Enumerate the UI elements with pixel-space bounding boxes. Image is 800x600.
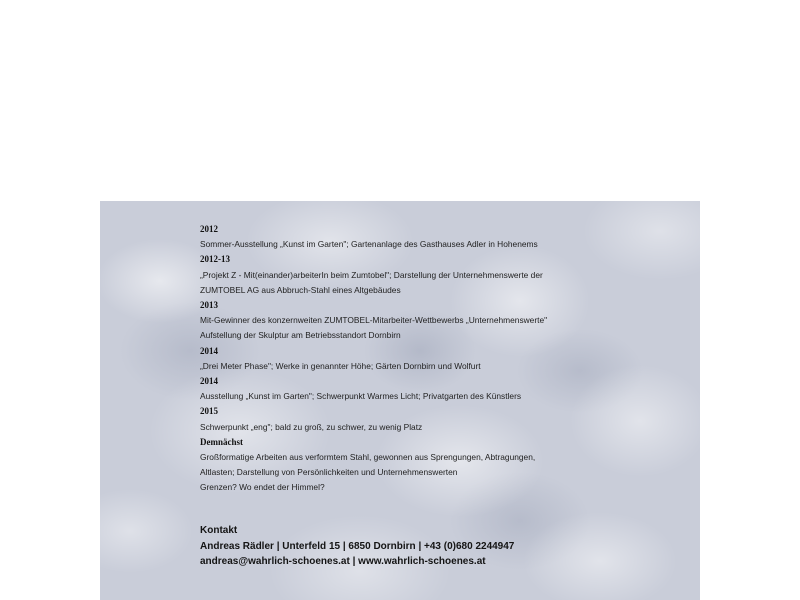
cv-entry — [200, 374, 620, 404]
cv-entry-year: 2014 — [200, 376, 218, 387]
cv-entry-year: 2013 — [200, 300, 218, 311]
cv-entry-text: Großformatige Arbeiten aus verformtem Stahl, gewonnen aus Sprengungen, Abtragungen, — [200, 452, 536, 463]
cv-entry — [200, 298, 620, 344]
cv-entry — [200, 222, 620, 252]
cv-entry-text: ZUMTOBEL AG aus Abbruch-Stahl eines Altgebäudes — [200, 284, 401, 295]
cv-entry — [200, 252, 620, 298]
cv-entry-text: „Projekt Z - Mit(einander)arbeiterIn beim Zumtobel"; Darstellung der Unternehmenswerte der — [200, 269, 543, 280]
contact-address: Andreas Rädler | Unterfeld 15 | 6850 Dornbirn | +43 (0)680 2244947 — [200, 540, 515, 552]
cv-entry-text: Grenzen? Wo endet der Himmel? — [200, 482, 325, 493]
cv-entry-year: 2012 — [200, 224, 218, 234]
cv-entry-text: Altlasten; Darstellung von Persönlichkeiten und Unternehmenswerten — [200, 467, 458, 478]
cv-entry-text: Ausstellung „Kunst im Garten"; Schwerpunkt Warmes Licht; Privatgarten des Künstlers — [200, 391, 522, 402]
cv-entry-text: Mit-Gewinner des konzernweiten ZUMTOBEL-Mitarbeiter-Wettbewerbs „Unternehmenswerte" — [200, 315, 548, 326]
cv-entry-year: 2014 — [200, 345, 218, 356]
cv-entry-text: Aufstellung der Skulptur am Betriebsstandort Dornbirn — [200, 330, 401, 341]
cv-entry — [200, 344, 620, 374]
cv-entry-text: Sommer-Ausstellung „Kunst im Garten"; Gartenanlage des Gasthauses Adler in Hohenems — [200, 239, 538, 250]
cv-entry — [200, 435, 620, 496]
cv-entry-year: 2012-13 — [200, 254, 230, 265]
content-panel — [100, 201, 700, 600]
contact-heading: Kontakt — [200, 525, 238, 536]
cv-entry-text: „Drei Meter Phase"; Werke in genannter Höhe; Gärten Dornbirn und Wolfurt — [200, 360, 481, 371]
cv-entry-year: Demnächst — [200, 436, 243, 447]
contact-block — [200, 523, 660, 570]
cv-entry-text: Schwerpunkt „eng"; bald zu groß, zu schwer, zu wenig Platz — [200, 421, 423, 432]
cv-entry-year: 2015 — [200, 406, 218, 417]
contact-web: andreas@wahrlich-schoenes.at | www.wahrlich-schoenes.at — [200, 556, 486, 567]
exhibition-list — [200, 222, 620, 496]
cv-entry — [200, 404, 620, 434]
